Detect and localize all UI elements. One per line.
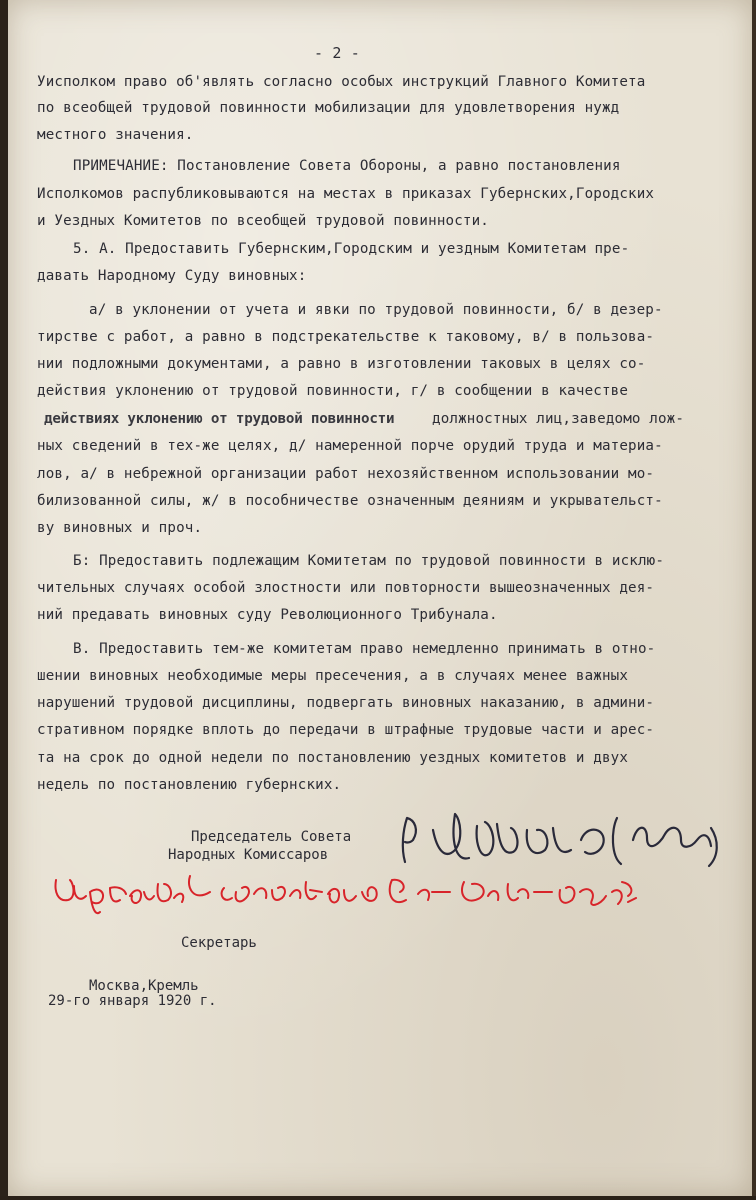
body-line: ПРИМЕЧАНИЕ: Постановление Совета Обороны, а равно постановления [73,158,621,174]
body-line: чительных случаях особой злостности или повторности вышеозначенных дея- [37,580,655,596]
red-handwritten-note [40,862,640,932]
body-line: и Уездных Комитетов по всеобщей трудовой повинности. [37,213,489,229]
body-line: ву виновных и проч. [37,520,203,536]
place-label: Москва,Кремль [89,978,199,994]
body-line: шении виновных необходимые меры пресечения, а в случаях менее важных [37,668,629,684]
chair-title-line2: Народных Комиссаров [168,847,329,863]
chair-title-line1: Председатель Совета [191,829,352,845]
document-sheet [8,0,752,1196]
body-line: 5. А. Предоставить Губернским,Городским и уездным Комитетам пре- [73,241,630,257]
body-line: нарушений трудовой дисциплины, подвергать виновных наказанию, в админи- [37,695,655,711]
body-line: местного значения. [37,127,194,143]
date-label: 29-го января 1920 г. [48,993,217,1009]
secretary-label: Секретарь [181,935,257,951]
body-line: по всеобщей трудовой повинности мобилизации для удовлетворения нужд [37,100,620,116]
scan-edge-bottom [0,1196,756,1200]
body-line: действия уклонению от трудовой повинности, г/ в сообщении в качестве [37,383,629,399]
body-line: ний предавать виновных суду Революционного Трибунала. [37,607,498,623]
body-line: стративном порядке вплоть до передачи в штрафные трудовые части и арес- [37,722,655,738]
body-line: лов, а/ в небрежной организации работ нехозяйственном использовании мо- [37,466,655,482]
body-line: Б: Предоставить подлежащим Комитетам по трудовой повинности в исклю- [73,553,665,569]
body-line: Исполкомов распубликовываются на местах в приказах Губернских,Городских [37,186,655,202]
body-line: ных сведений в тех-же целях, д/ намеренной порче орудий труда и материа- [37,438,663,454]
body-line: билизованной силы, ж/ в пособничестве означенным деяниям и укрывательст- [37,493,663,509]
body-line: нии подложными документами, а равно в изготовлении таковых в целях со- [37,356,646,372]
body-line: должностных лиц,заведомо лож- [432,411,685,427]
body-line: та на срок до одной недели по постановлению уездных комитетов и двух [37,750,629,766]
body-line: недель по постановлению губернских. [37,777,342,793]
body-line: Уисполком право об'являть согласно особых инструкций Главного Комитета [37,74,646,90]
page-number: - 2 - [314,44,360,62]
body-line: а/ в уклонении от учета и явки по трудовой повинности, б/ в дезер- [89,302,663,318]
body-line: тирстве с работ, а равно в подстрекательстве к таковому, в/ в пользова- [37,329,655,345]
struck-out-text: действиях уклонению от трудовой повинности [44,411,395,427]
body-line: В. Предоставить тем-же комитетам право немедленно принимать в отно- [73,641,656,657]
body-line: давать Народному Суду виновных: [37,268,307,284]
